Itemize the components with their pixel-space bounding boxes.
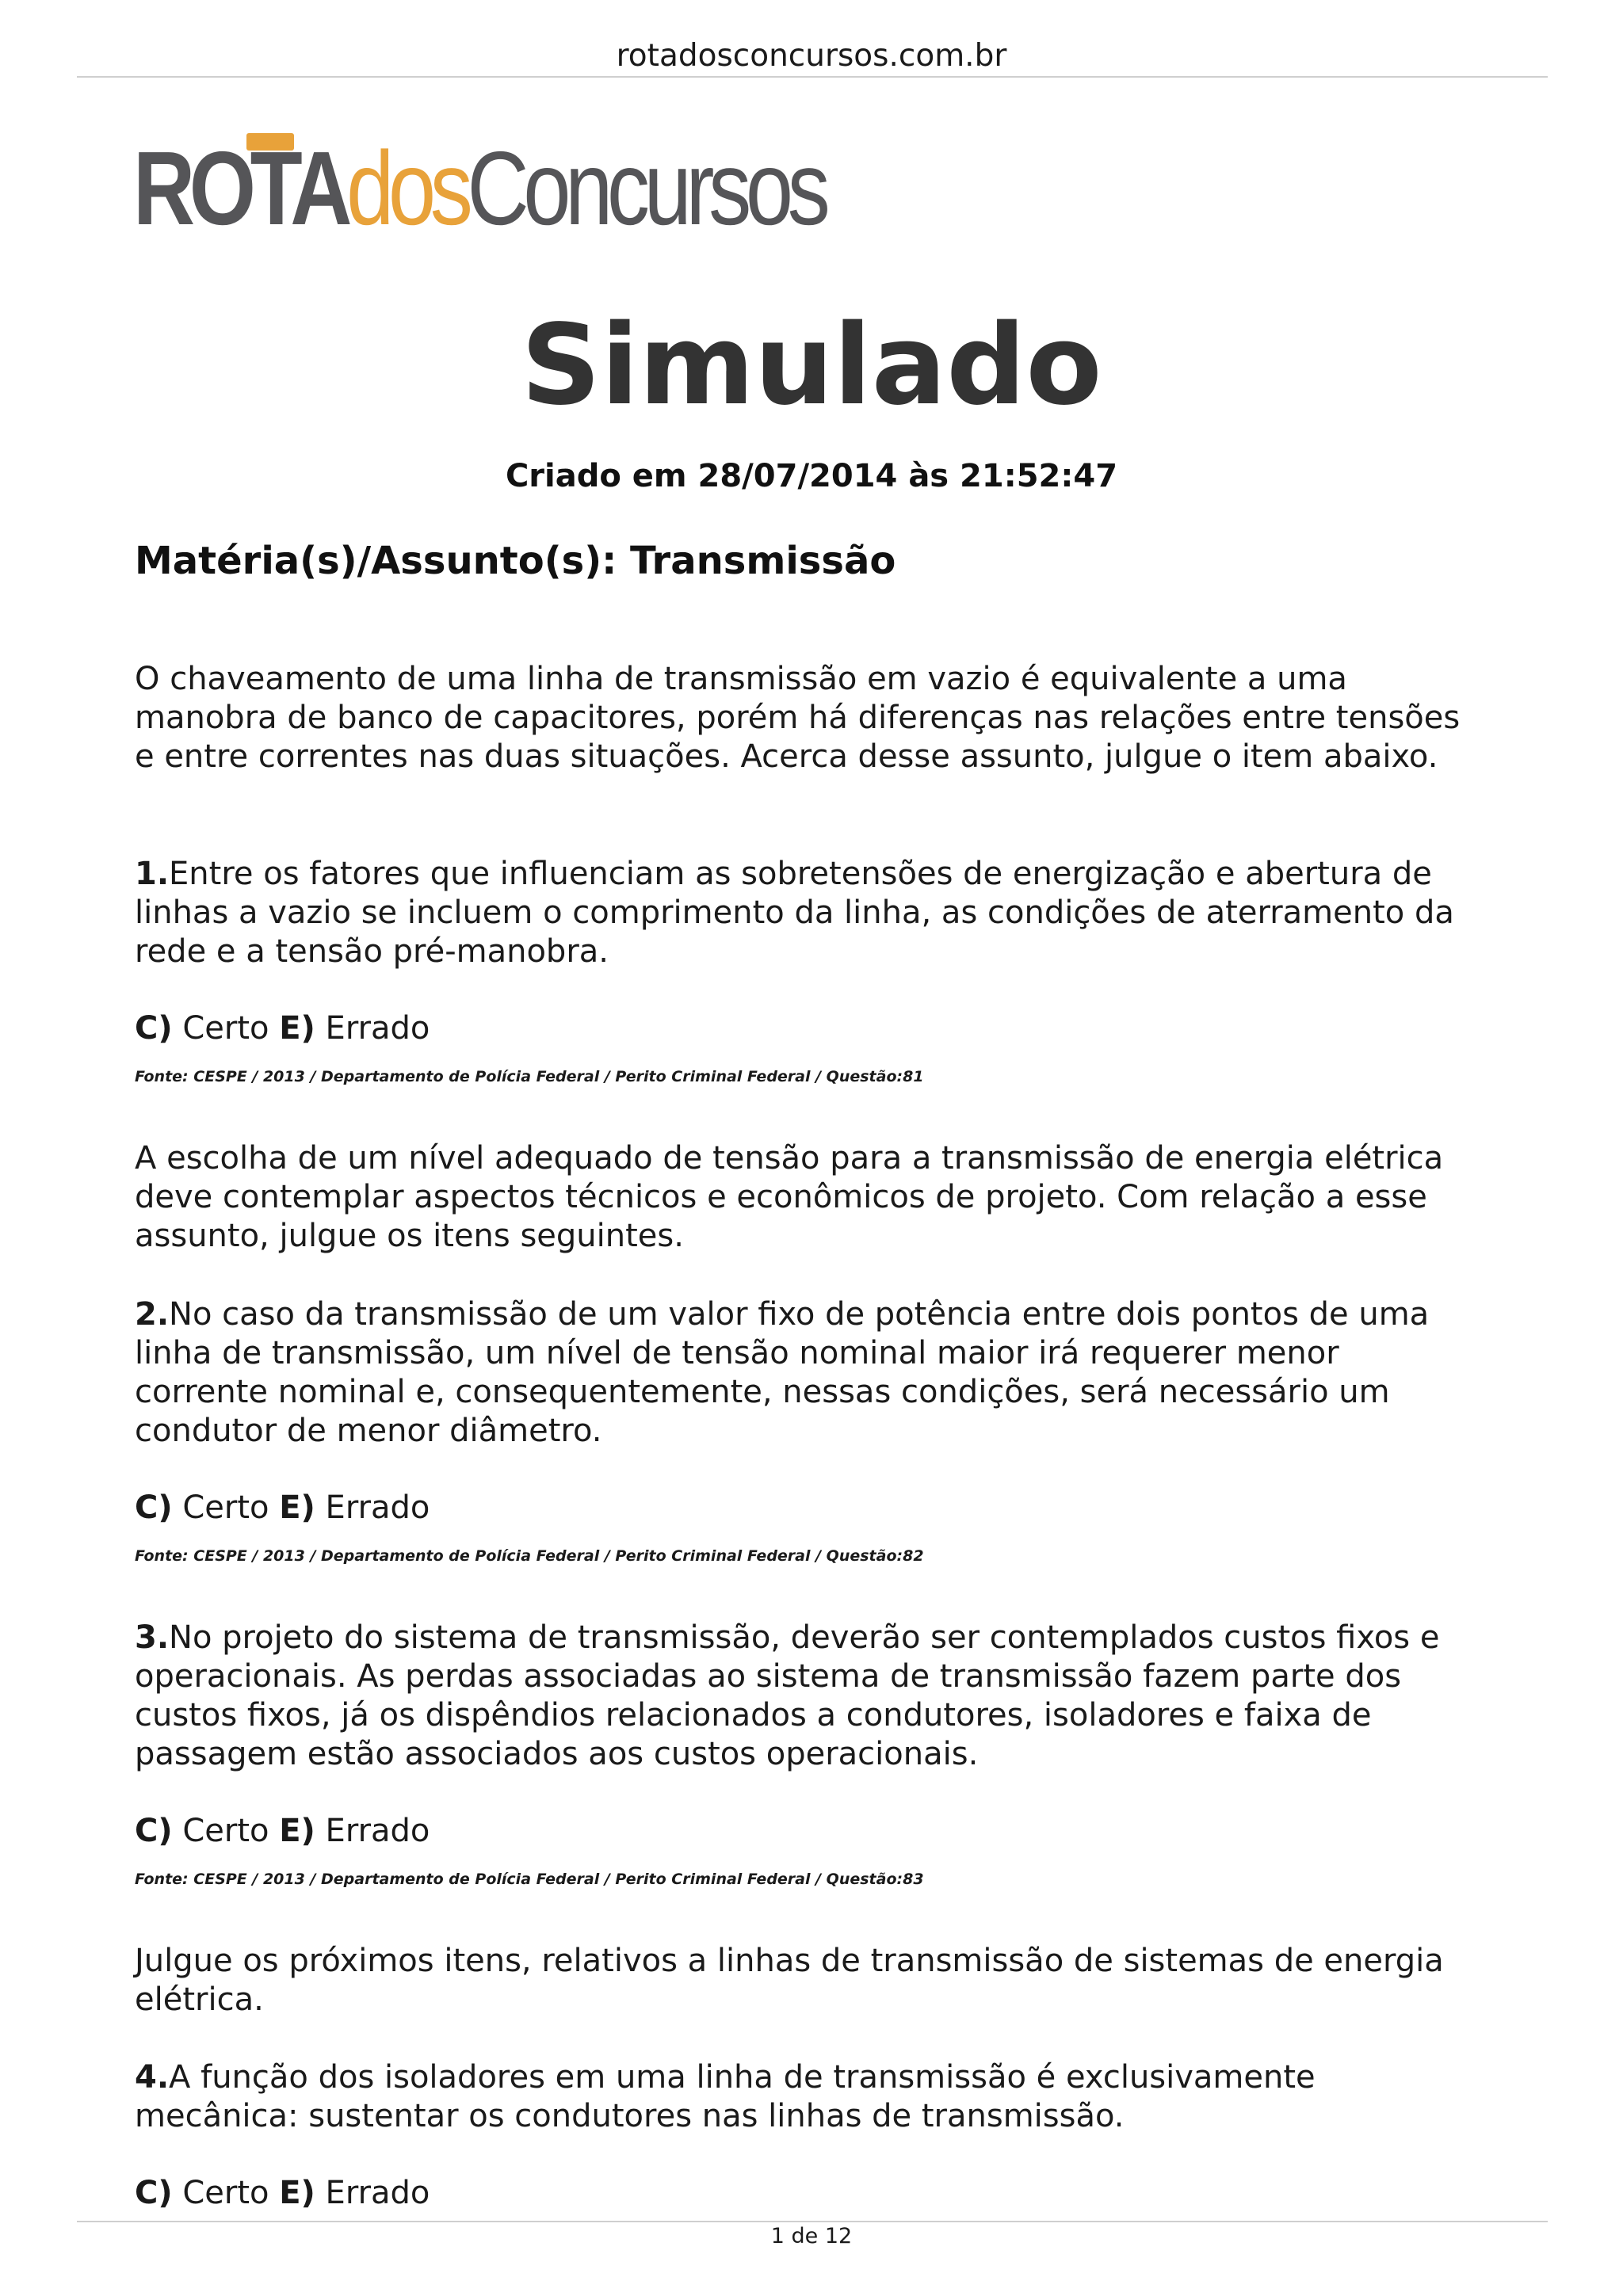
answer-options-3 [135,1813,430,1849]
option-e-key[interactable]: E) [279,1489,315,1526]
question-source-2: Fonte: CESPE / 2013 / Departamento de Polícia Federal / Perito Criminal Federal / Questão:82 [135,1547,924,1565]
question-text: A função dos isoladores em uma linha de transmissão é exclusivamente mecânica: sustentar os condutores nas linhas de transmissão. [135,2059,1316,2134]
option-e-label[interactable]: Errado [325,1489,430,1526]
subject-heading: Matéria(s)/Assunto(s): Transmissão [135,539,896,583]
logo-text-dos: dos [346,130,468,246]
page-number: 1 de 12 [770,2224,853,2248]
intro-text-2: A escolha de um nível adequado de tensão para a transmissão de energia elétrica deve contemplar aspectos técnicos e econômicos de projeto. Com relação a esse assunto, julgue os itens seguintes. [135,1140,1444,1254]
answer-options-4 [135,2175,430,2211]
question-source-1: Fonte: CESPE / 2013 / Departamento de Polícia Federal / Perito Criminal Federal / Questão:81 [135,1068,924,1085]
created-date: Criado em 28/07/2014 às 21:52:47 [505,458,1118,494]
question-1 [135,855,1482,971]
option-e-label[interactable]: Errado [325,1813,430,1849]
page-title: Simulado [521,301,1102,430]
option-c-label[interactable]: Certo [182,2175,269,2211]
logo-text-rota: ROTA [133,130,347,246]
site-logo [133,130,976,246]
question-text: No projeto do sistema de transmissão, deverão ser contemplados custos fixos e operacionais. As perdas associadas ao sistema de transmissão fazem parte dos custos fixos, já os dispêndios relacionados a condutores, isoladores e faixa de passagem estão associados aos custos operacionais. [135,1619,1440,1772]
option-c-key[interactable]: C) [135,1010,173,1047]
footer-divider [77,2221,1548,2222]
intro-text-3: Julgue os próximos itens, relativos a linhas de transmissão de sistemas de energia elétrica. [135,1943,1444,2018]
option-c-key[interactable]: C) [135,1489,173,1526]
option-c-key[interactable]: C) [135,1813,173,1849]
question-number: 2. [135,1296,170,1333]
question-number: 4. [135,2059,170,2096]
question-4 [135,2058,1482,2136]
option-e-key[interactable]: E) [279,1813,315,1849]
question-text: No caso da transmissão de um valor fixo de potência entre dois pontos de uma linha de transmissão, um nível de tensão nominal maior irá requerer menor corrente nominal e, consequentemente, nessas condições, será necessário um condutor de menor diâmetro. [135,1296,1430,1449]
question-number: 1. [135,856,170,892]
question-number: 3. [135,1619,170,1656]
option-c-key[interactable]: C) [135,2175,173,2211]
answer-options-1 [135,1010,430,1047]
option-e-key[interactable]: E) [279,2175,315,2211]
question-2 [135,1295,1482,1451]
intro-text-1: O chaveamento de uma linha de transmissão em vazio é equivalente a uma manobra de banco de capacitores, porém há diferenças nas relações entre tensões e entre correntes nas duas situações. Acerca desse assunto, julgue o item abaixo. [135,661,1461,775]
option-e-label[interactable]: Errado [325,1010,430,1047]
option-c-label[interactable]: Certo [182,1489,269,1526]
option-e-label[interactable]: Errado [325,2175,430,2211]
option-e-key[interactable]: E) [279,1010,315,1047]
option-c-label[interactable]: Certo [182,1813,269,1849]
header-url: rotadosconcursos.com.br [616,38,1007,74]
answer-options-2 [135,1489,430,1526]
logo-text-concursos: Concursos [467,130,825,246]
option-c-label[interactable]: Certo [182,1010,269,1047]
question-3 [135,1619,1482,1774]
header-divider [77,76,1548,78]
question-source-3: Fonte: CESPE / 2013 / Departamento de Polícia Federal / Perito Criminal Federal / Questão:83 [135,1871,924,1888]
question-text: Entre os fatores que influenciam as sobretensões de energização e abertura de linhas a vazio se incluem o comprimento da linha, as condições de aterramento da rede e a tensão pré-manobra. [135,856,1454,970]
